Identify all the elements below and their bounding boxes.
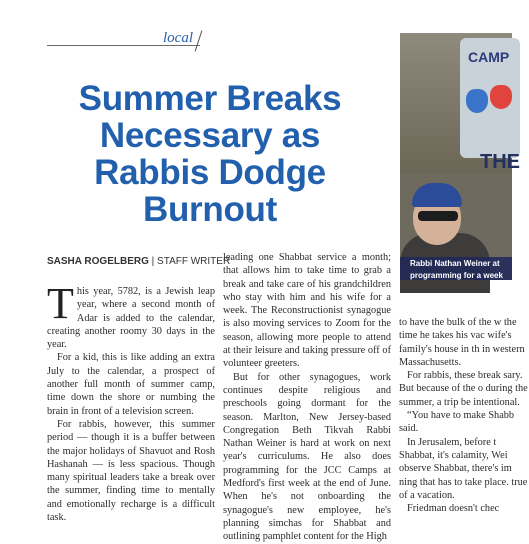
paragraph: For a kid, this is like adding an extra July to the calendar, a prospect of another full month of summer camp, time down the shore or numbing the brain in front of a television screen.	[47, 352, 215, 417]
paragraph: In Jerusalem, before t Shabbat, it's calamity, Wei observe Shabbat, there's im ning that has to take place. true of a vacation.	[399, 436, 528, 501]
section-slash	[195, 30, 203, 51]
article-column-2	[223, 251, 391, 544]
paragraph: to have the bulk of the w the time he takes his vac wife's family's house in th in western Massachusetts.	[399, 317, 525, 368]
paragraph: Friedman doesn't chec	[407, 503, 500, 515]
banner-text-top: CAMP	[468, 49, 510, 65]
byline-author: SASHA ROGELBERG	[47, 256, 149, 267]
rabbi-photo	[400, 33, 520, 280]
byline	[47, 256, 230, 267]
paragraph: “You have to make Shabb said.	[399, 410, 515, 435]
paragraph: This year, 5782, is a Jewish leap year, where a second month of Adar is added to the calendar, creating another roomy 30 days in the year.	[47, 279, 215, 351]
paragraph: For rabbis, however, this summer period — though it is a buffer between the major holidays of Shavuot and Rosh Hashanah — is less spacious. Though many spiritual leaders take a break over the summer, finding time to mentally and emotionally recharge is a difficult task.	[47, 418, 215, 524]
caption-line: Rabbi Nathan Weiner at	[410, 259, 500, 268]
banner-text-bottom: THE	[480, 151, 520, 173]
headline: Summer Breaks Necessary as Rabbis Dodge Burnout	[78, 79, 342, 229]
sunglasses-icon	[418, 211, 458, 221]
paragraph: For rabbis, these break sary. But because of the o during the summer, a trip be intentional.	[399, 370, 528, 408]
theater-mask-icon	[490, 85, 512, 109]
drop-cap: T	[47, 279, 74, 328]
theater-mask-icon	[466, 89, 488, 113]
photo-caption	[400, 257, 512, 280]
paragraph: leading one Shabbat service a month; that allows him to take time to grab a break and take care of his grandchildren who stay with him and his wife for a week. The Reconstructionist synagogue is also moving services to Zoom for the season, allowing more people to attend at their leisure and taking pressure off of volunteer greeters.	[223, 252, 391, 370]
cap-icon	[412, 183, 462, 207]
byline-role: | STAFF WRITER	[151, 256, 231, 267]
article-column-3	[399, 316, 529, 515]
article-column-1	[47, 279, 215, 524]
section-label: local	[163, 30, 193, 46]
caption-line: programming for a week	[410, 271, 503, 280]
paragraph: But for other synagogues, work continues despite religious and preschools going dormant for the season. Marlton, New Jersey-based Congregation Beth Tikvah Rabbi Nathan Weiner is hard at work on next year's curriculums. He also does programming for the JCC Camps at Medford's first week at the end of June. When he's not onboarding the synagogue's new employee, he's planning simchas for Shabbat and outlining pamphlet content for the High	[223, 371, 391, 543]
